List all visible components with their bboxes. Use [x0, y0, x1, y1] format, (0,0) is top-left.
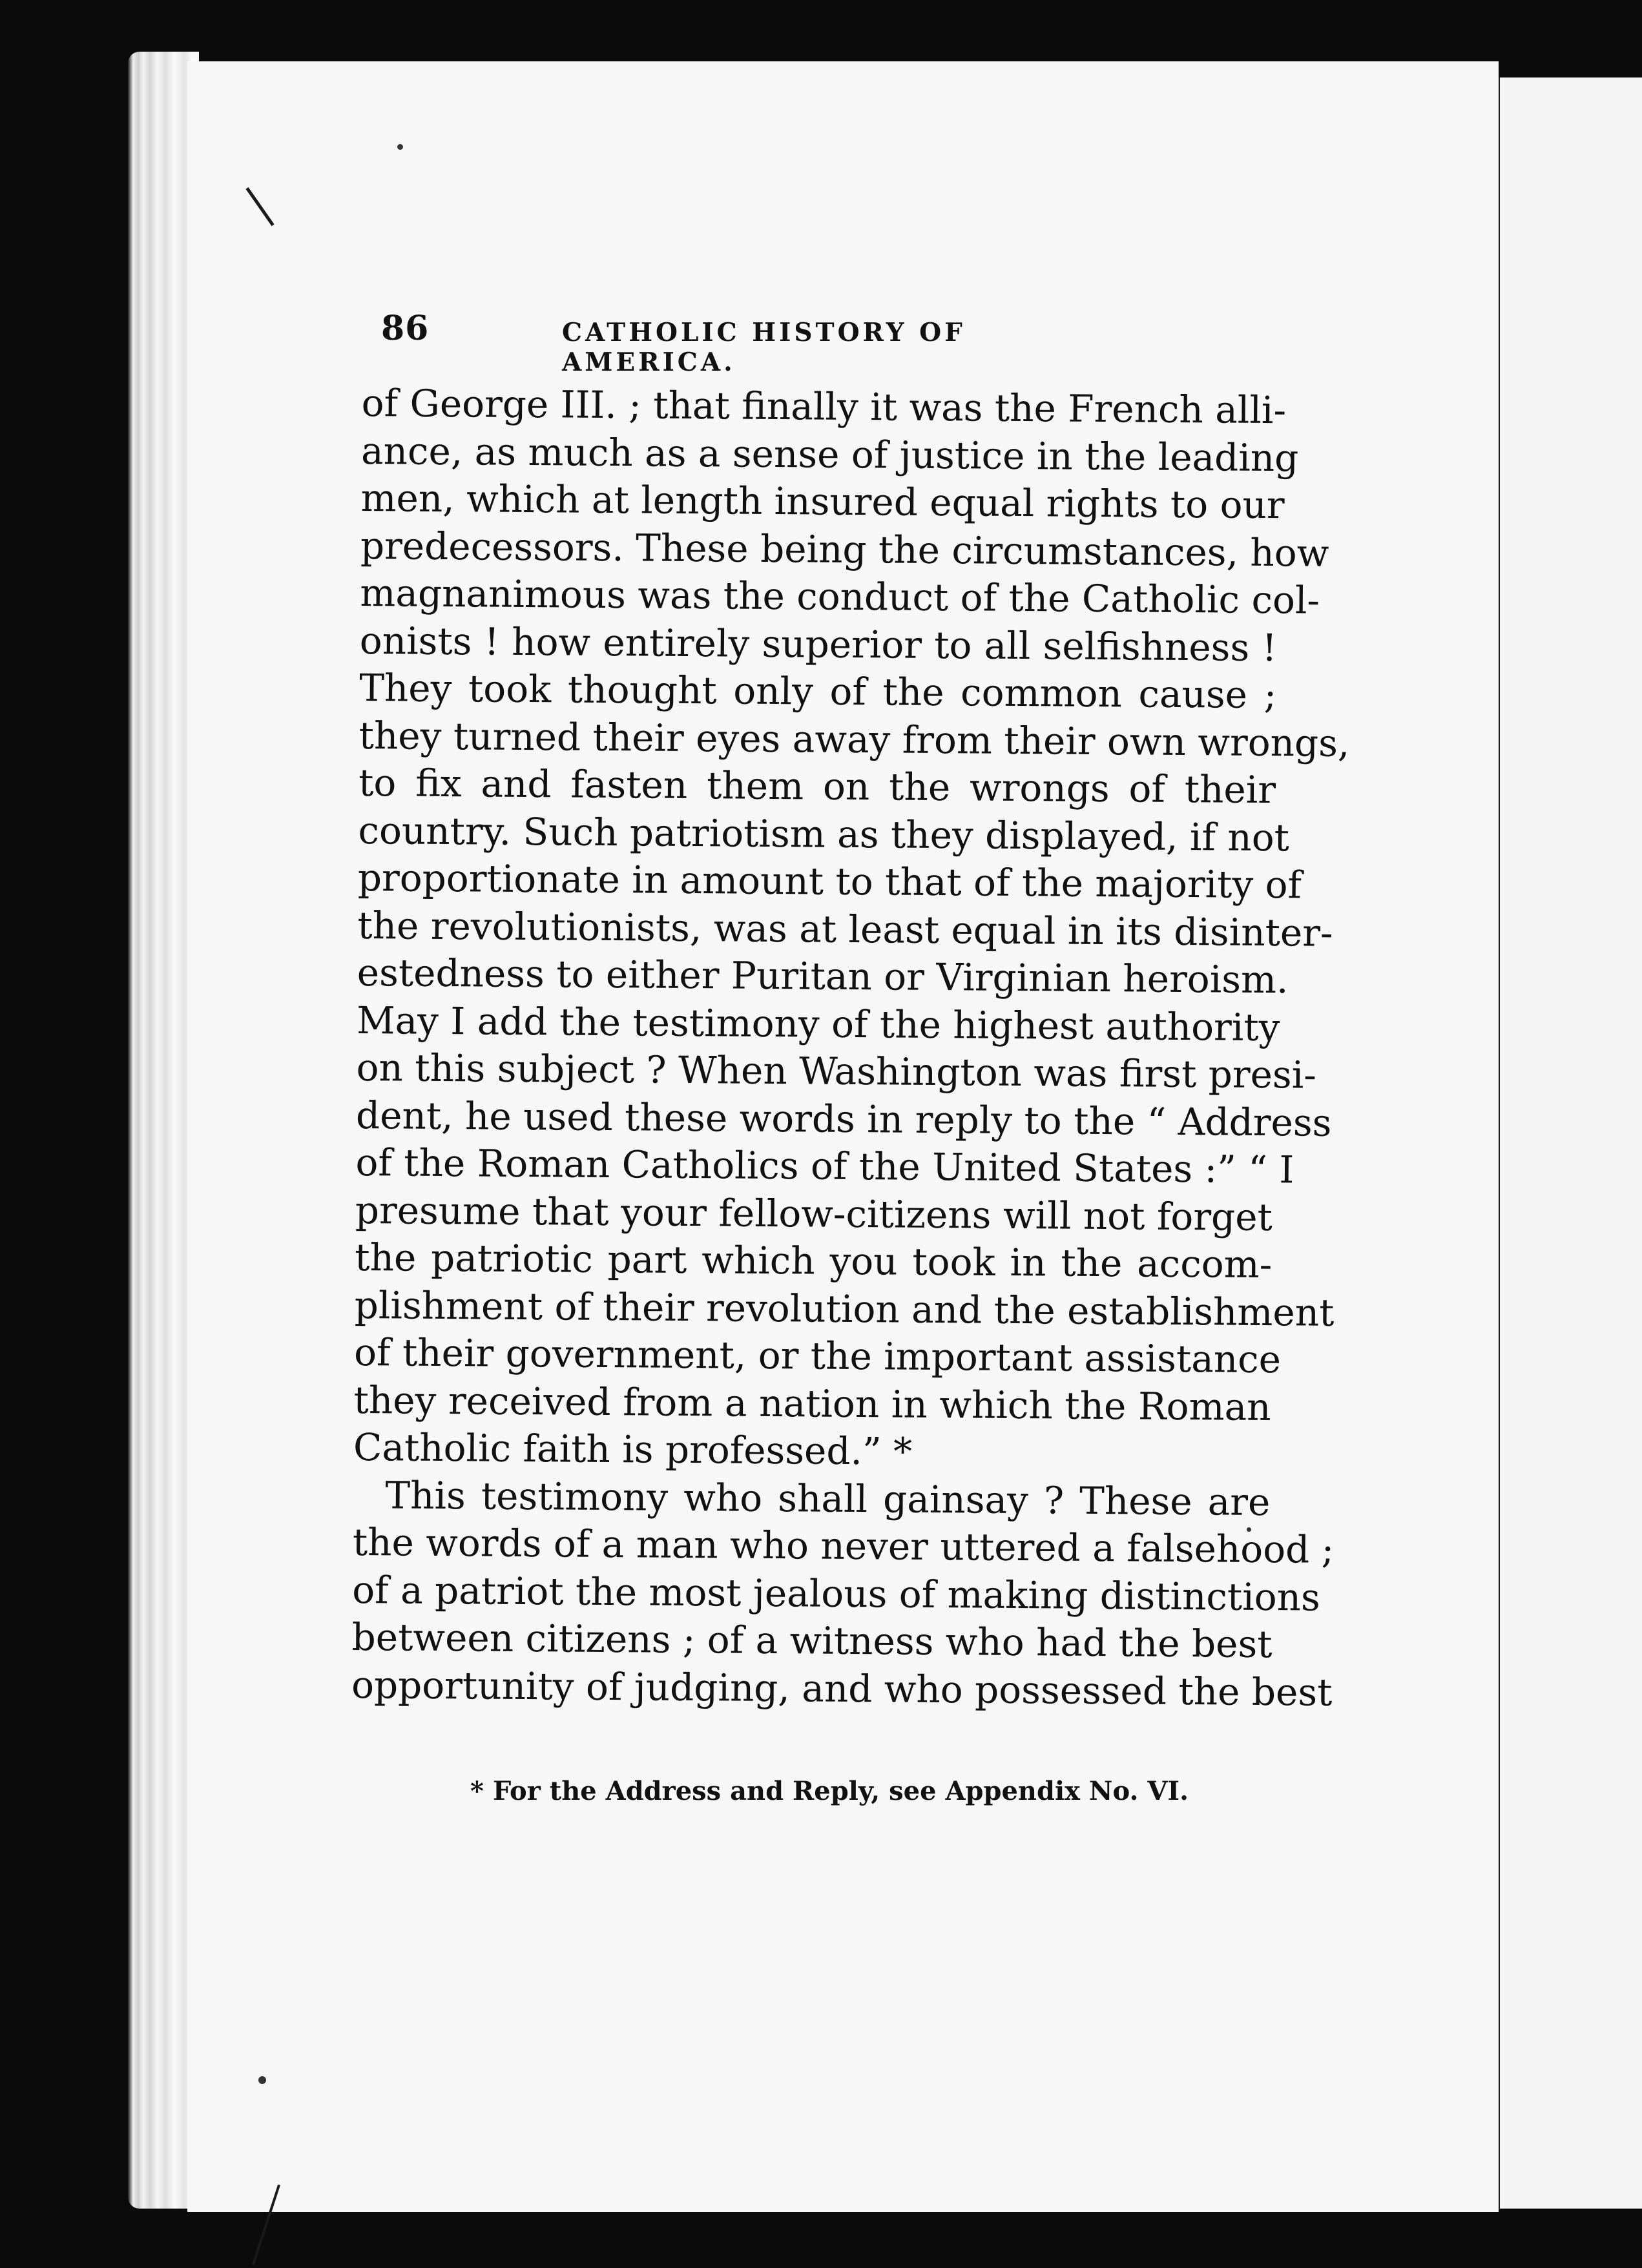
text-line: dent, he used these words in reply to the “ Address — [355, 1093, 1332, 1145]
text-line: to fix and fasten them on the wrongs of their — [358, 760, 1276, 812]
ink-speck — [258, 2076, 266, 2084]
text-line: proportionate in amount to that of the majority of — [357, 855, 1302, 907]
text-line: presume that your fellow-citizens will not forget — [355, 1188, 1273, 1239]
paragraph-start-line: This testimony who shall gainsay ? These are — [385, 1472, 1271, 1524]
text-line: They took thought only of the common cause ; — [359, 665, 1277, 717]
text-line: the revolutionists, was at least equal in its disinter- — [357, 903, 1333, 955]
text-line: predecessors. These being the circumstances, how — [360, 523, 1329, 575]
page-header — [381, 309, 1130, 377]
text-line: of a patriot the most jealous of making distinctions — [352, 1567, 1321, 1620]
text-line: on this subject ? When Washington was first presi- — [356, 1045, 1317, 1097]
footnote: * For the Address and Reply, see Appendix No. VI. — [470, 1776, 1189, 1806]
text-line: the patriotic part which you took in the accom- — [355, 1235, 1273, 1287]
adjacent-page-edge — [1492, 77, 1642, 2209]
text-line: they turned their eyes away from their own wrongs, — [359, 713, 1350, 765]
text-line: ance, as much as a sense of justice in the leading — [360, 428, 1299, 480]
paragraph-end-line: Catholic faith is professed.” * — [353, 1425, 913, 1474]
text-line: plishment of their revolution and the establishment — [354, 1283, 1335, 1335]
ink-speck — [397, 144, 403, 150]
text-line: of George III. ; that finally it was the French alli- — [361, 380, 1287, 433]
text-line: onists ! how entirely superior to all selfishness ! — [359, 618, 1278, 670]
text-line: opportunity of judging, and who possessed the best — [351, 1662, 1333, 1715]
text-line: May I add the testimony of the highest authority — [356, 998, 1280, 1049]
page-number: 86 — [381, 309, 430, 348]
text-line: the words of a man who never uttered a falsehood ; — [352, 1520, 1335, 1572]
text-line: of the Roman Catholics of the United States :” “ I — [355, 1140, 1294, 1192]
text-line: estedness to either Puritan or Virginian heroism. — [357, 950, 1289, 1002]
text-line: men, which at length insured equal rights to our — [360, 475, 1285, 528]
body-text — [351, 380, 1350, 1716]
text-line: magnanimous was the conduct of the Catholic col- — [360, 570, 1320, 623]
text-line: country. Such patriotism as they displayed, if not — [358, 808, 1290, 860]
text-line: of their government, or the important assistance — [353, 1330, 1282, 1382]
running-head: CATHOLIC HISTORY OF AMERICA. — [562, 318, 966, 377]
text-line: they received from a nation in which the Roman — [353, 1377, 1271, 1429]
text-line: between citizens ; of a witness who had the best — [351, 1614, 1273, 1667]
